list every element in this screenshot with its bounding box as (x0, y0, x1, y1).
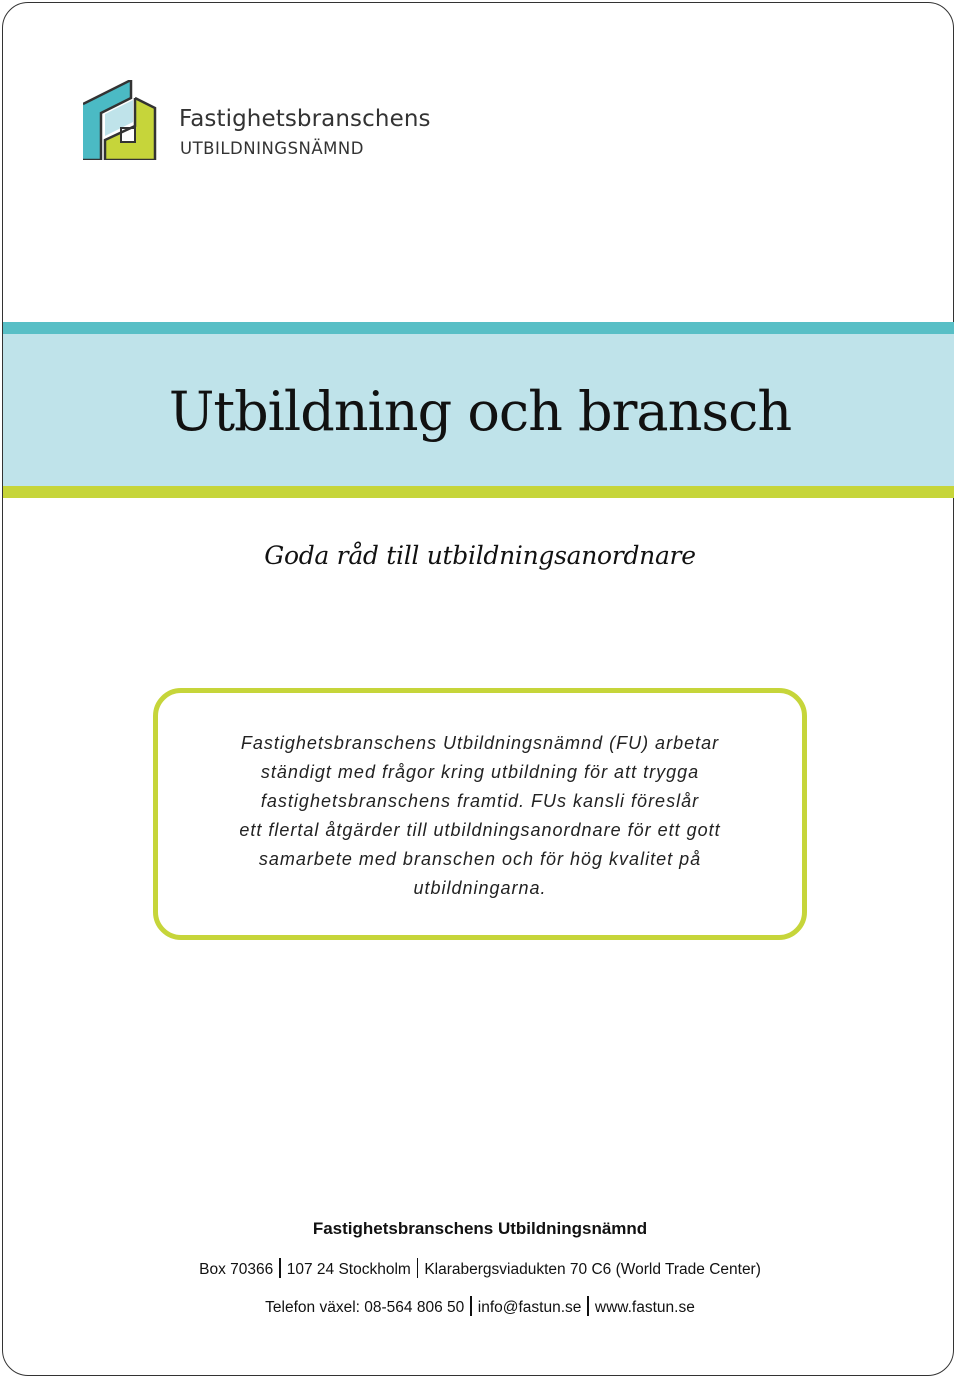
band-top-stripe (3, 322, 954, 334)
intro-line: fastighetsbranschens framtid. FUs kansli föreslår (260, 791, 700, 811)
logo (83, 80, 443, 162)
logo-wordmark-line1: Fastighetsbranschens (179, 106, 431, 132)
intro-line: Fastighetsbranschens Utbildningsnämnd (FU) arbetar (240, 733, 720, 753)
footer-contact (0, 1296, 960, 1319)
footer-org-name: Fastighetsbranschens Utbildningsnämnd (312, 1219, 648, 1238)
footer-email-link[interactable]: info@fastun.se (477, 1299, 582, 1316)
separator (279, 1258, 281, 1278)
intro-text (160, 729, 800, 903)
separator (470, 1296, 472, 1316)
separator (417, 1258, 419, 1278)
intro-line: ständigt med frågor kring utbildning för att trygga (260, 762, 700, 782)
intro-line: samarbete med branschen och för hög kvalitet på (258, 849, 702, 869)
footer-po-box: Box 70366 (199, 1261, 274, 1278)
page-title: Utbildning och bransch (168, 380, 792, 443)
logo-wordmark-line2: UTBILDNINGSNÄMND (180, 139, 364, 158)
separator (587, 1296, 589, 1316)
band-bottom-stripe (3, 486, 954, 498)
footer-website-link[interactable]: www.fastun.se (594, 1299, 695, 1316)
page-subtitle: Goda råd till utbildningsanordnare (264, 541, 696, 570)
footer-address (0, 1258, 960, 1281)
intro-line: ett flertal åtgärder till utbildningsanordnare för ett gott (239, 820, 721, 840)
footer-postal-city: 107 24 Stockholm (286, 1261, 411, 1278)
footer-phone: Telefon växel: 08-564 806 50 (265, 1299, 465, 1316)
intro-line: utbildningarna. (413, 878, 547, 898)
footer-street: Klarabergsviadukten 70 C6 (World Trade Center) (424, 1261, 761, 1278)
house-logo-icon (83, 80, 157, 160)
